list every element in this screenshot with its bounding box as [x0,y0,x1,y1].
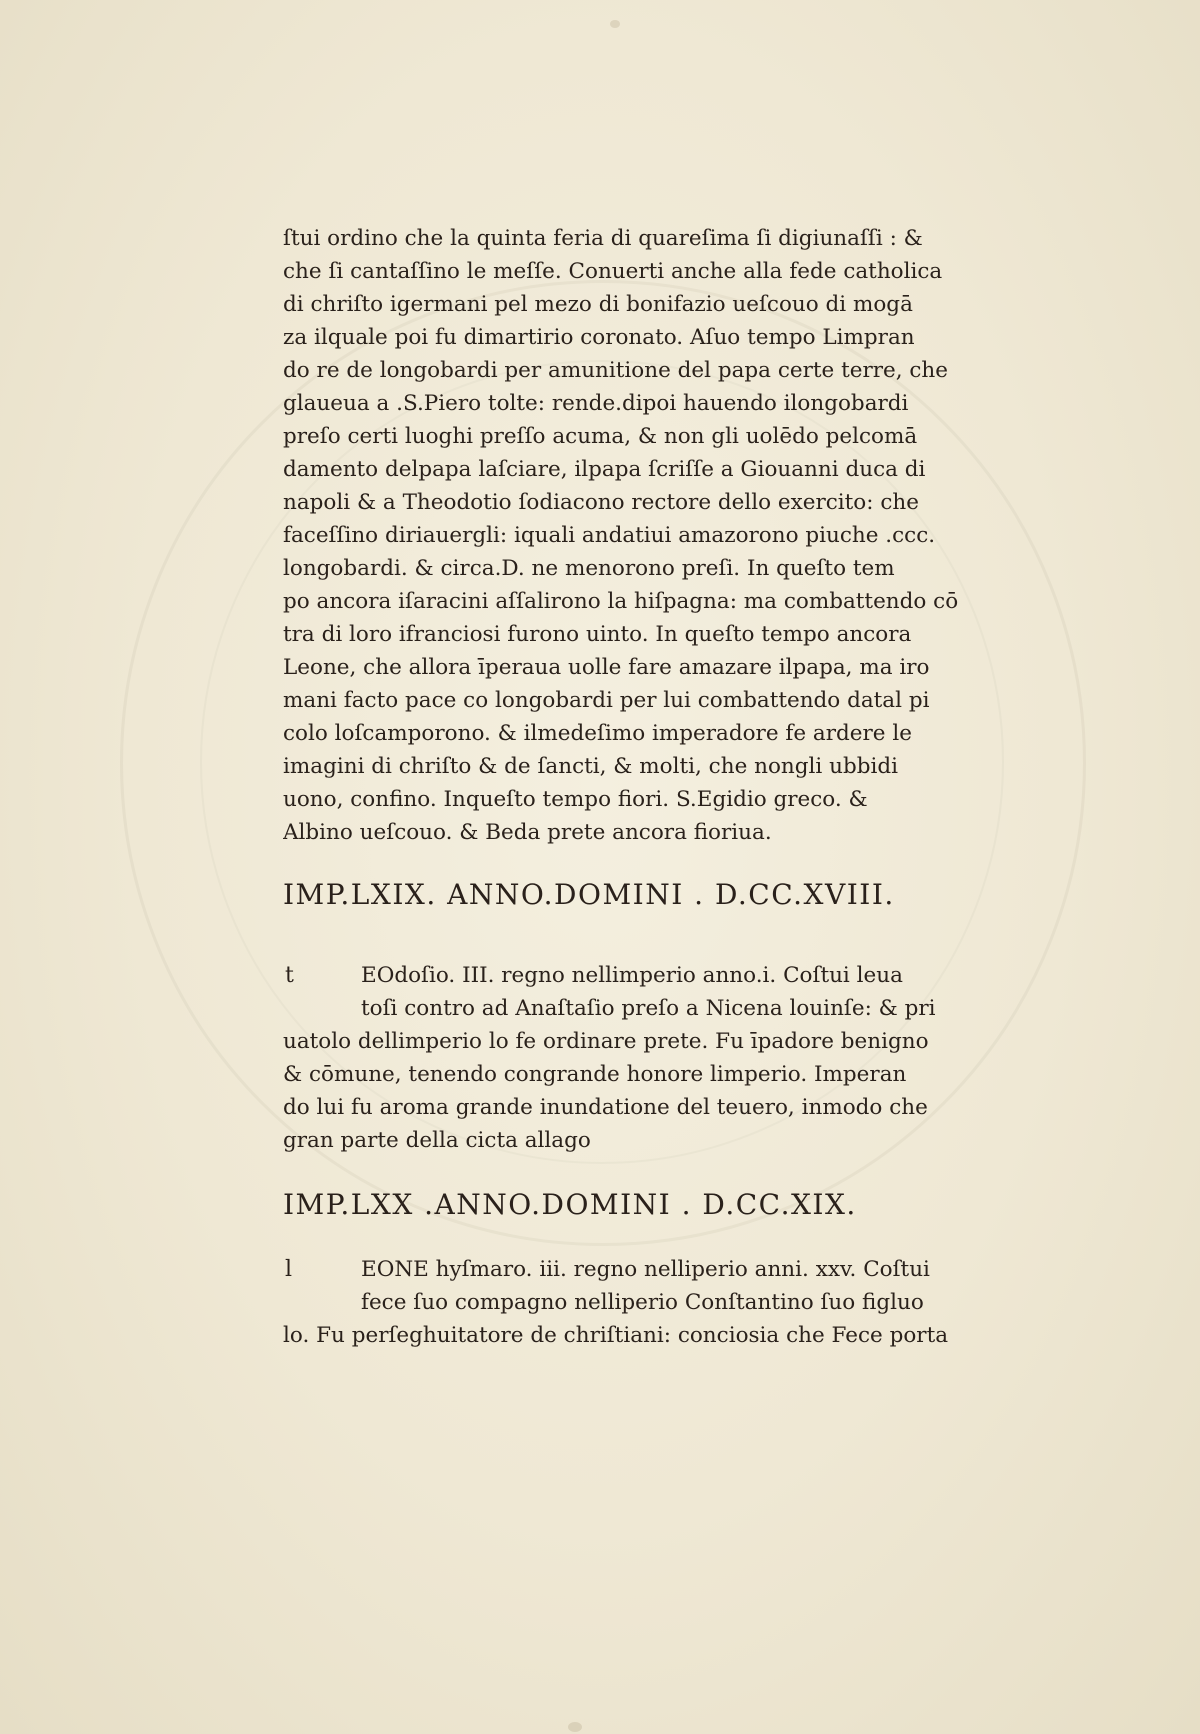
text-line: faceſſino diriauergli: iquali andatiui amazorono piuche .ccc. [283,523,936,548]
entry-theodosius [283,959,1003,1157]
text-line: po ancora iſaracini aſſalirono la hiſpagna: ma combattendo cō [283,589,959,614]
text-line: colo loſcamporono. & ilmedeſimo imperadore fe ardere le [283,721,912,746]
text-line: ſtui ordino che la quinta feria di quareſima ſi digiunaſſi : & [283,226,923,251]
text-line: toſi contro ad Anaſtaſio preſo a Nicena louinſe: & pri [361,996,936,1021]
guide-letter: t [285,963,294,988]
guide-letter: l [285,1257,293,1282]
entry-leone [283,1253,1003,1352]
text-line: longobardi. & circa.D. ne menorono preſi. In queſto tem [283,556,895,581]
text-line: gran parte della cicta allago [283,1128,591,1153]
text-line: do lui fu aroma grande inundatione del teuero, inmodo che [283,1095,928,1120]
text-line: & cōmune, tenendo congrande honore limperio. Imperan [283,1062,907,1087]
text-line: imagini di chriſto & de ſancti, & molti, che nongli ubbidi [283,754,898,779]
text-line: EOdoſio. III. regno nellimperio anno.i. Coſtui leua [361,963,903,988]
text-line: che ſi cantaſſino le meſſe. Conuerti anche alla fede catholica [283,259,943,284]
text-line: preſo certi luoghi preſſo acuma, & non gli uolēdo pelcomā [283,424,918,449]
text-line: do re de longobardi per amunitione del papa certe terre, che [283,358,948,383]
text-line: Albino ueſcouo. & Beda prete ancora fioriua. [283,820,772,845]
paper-stain [568,1722,582,1732]
text-line: uono, confino. Inqueſto tempo fiori. S.Egidio greco. & [283,787,868,812]
text-line: di chriſto igermani pel mezo di bonifazio ueſcouo di mogā [283,292,913,317]
body-paragraph [283,222,1003,849]
text-line: tra di loro ifranciosi furono uinto. In queſto tempo ancora [283,622,912,647]
text-line: fece ſuo compagno nelliperio Conſtantino ſuo figluo [361,1290,924,1315]
text-line: uatolo dellimperio lo fe ordinare prete. Fu īpadore benigno [283,1029,929,1054]
text-block [283,222,1003,1352]
text-line: mani facto pace co longobardi per lui combattendo datal pi [283,688,930,713]
text-line: damento delpapa laſciare, ilpapa ſcriſſe a Giouanni duca di [283,457,926,482]
text-line: napoli & a Theodotio ſodiacono rectore dello exercito: che [283,490,919,515]
text-line: Leone, che allora īperaua uolle fare amazare ilpapa, ma iro [283,655,930,680]
section-heading: IMP.LXX .ANNO.DOMINI . D.CC.XIX. [283,1188,857,1221]
text-line: lo. Fu perſeghuitatore de chriſtiani: conciosia che Fece porta [283,1323,949,1348]
section-heading: IMP.LXIX. ANNO.DOMINI . D.CC.XVIII. [283,878,895,911]
text-line: za ilquale poi fu dimartirio coronato. Aſuo tempo Limpran [283,325,915,350]
text-line: EONE hyſmaro. iii. regno nelliperio anni. xxv. Coſtui [361,1257,930,1282]
paper-stain [610,20,620,28]
text-line: glaueua a .S.Piero tolte: rende.dipoi hauendo ilongobardi [283,391,909,416]
